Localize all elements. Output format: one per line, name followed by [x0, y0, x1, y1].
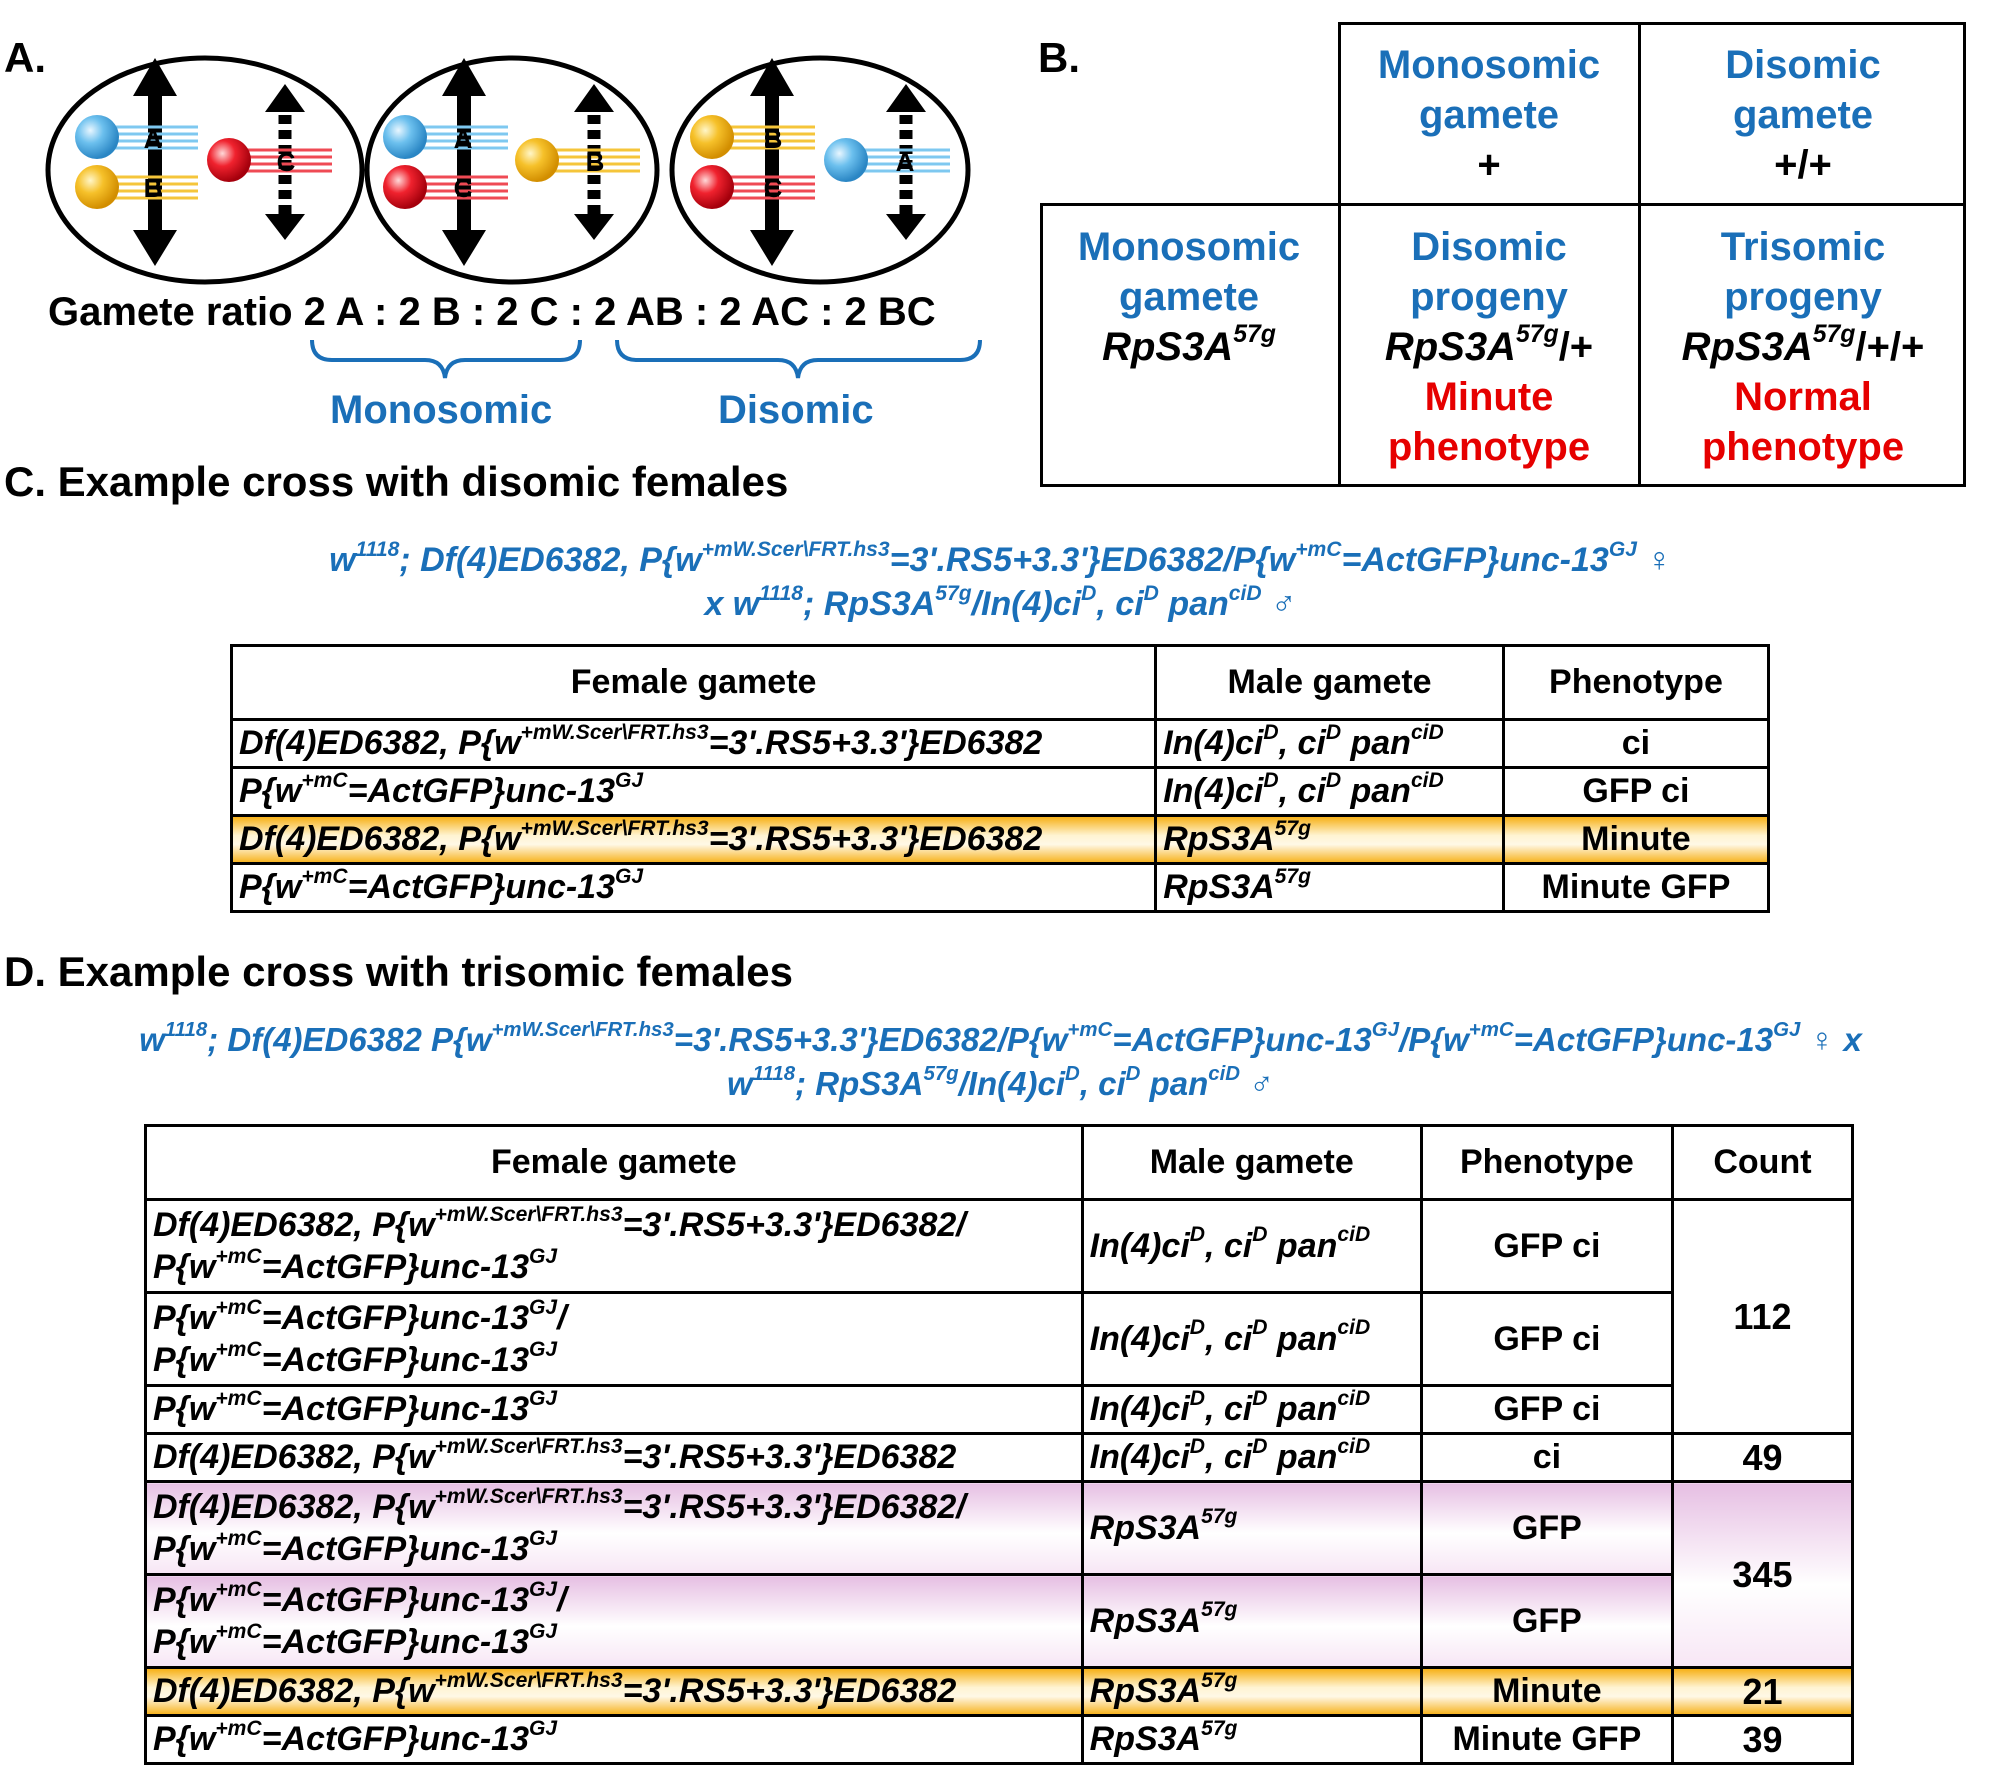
panel-b-col-disomic: [1640, 40, 1966, 190]
header-male-gamete: Male gamete: [1156, 646, 1504, 720]
brace-disomic: [617, 340, 980, 378]
cross-line-1: $w^{1118}$; Df(4)ED6382, $P\{w^{+mW.Scer\backslash FRT.hs3}=3'.RS5+3.3'\}ED6382/P\{w^{+mC}=ActGFP\}unc-13^{GJ}$ ♀: [329, 537, 1672, 579]
phenotype-word: Minute: [1424, 375, 1554, 419]
female-gamete: Df(4)ED6382, $P\{w^{+mW.Scer\backslash FRT.hs3}=3'.RS5+3.3'\}ED6382$: [146, 1668, 1083, 1716]
phenotype: ci: [1503, 720, 1768, 768]
panel-d-cross: [0, 1018, 2001, 1106]
table-row: [146, 1200, 1853, 1293]
panel-a-diagram: [0, 0, 1010, 440]
table-row: [232, 720, 1769, 768]
table-row: [146, 1716, 1853, 1764]
female-gamete: $P\{w^{+mC}=ActGFP\}unc-13^{GJ}$: [146, 1716, 1083, 1764]
phenotype: GFP ci: [1421, 1293, 1672, 1386]
gamete-ratio-disomic: 2 AB : 2 AC : 2 BC: [594, 290, 936, 334]
header-count: Count: [1672, 1126, 1852, 1200]
phenotype: Minute GFP: [1503, 864, 1768, 912]
gamete-ratio: [48, 290, 936, 335]
chromosome-label: A: [143, 124, 163, 154]
cross-line-2: $w^{1118}$; $RpS3A^{57g}/In(4)ci^D$, $ci^D$ pan$^{ciD}$ ♂: [727, 1061, 1274, 1102]
female-gamete: $P\{w^{+mC}=ActGFP\}unc-13^{GJ}/$ $P\{w^{+mC}=ActGFP\}unc-13^{GJ}$: [146, 1575, 1083, 1668]
cross-line-1: $w^{1118}$; Df(4)ED6382 $P\{w^{+mW.Scer\backslash FRT.hs3}=3'.RS5+3.3'\}ED6382/P\{w^{+mC}=ActGFP\}unc-13^{GJ}/P\{w^{+mC}=ActGFP\}unc-13^{GJ}$ ♀ x: [139, 1017, 1862, 1058]
male-gamete: $In(4)ci^D$, $ci^D$ pan$^{ciD}$: [1082, 1434, 1421, 1482]
gamete-cell-3: [672, 58, 968, 282]
phenotype: GFP ci: [1503, 768, 1768, 816]
phenotype: Minute: [1503, 816, 1768, 864]
table-row: [232, 768, 1769, 816]
table-row: [146, 1434, 1853, 1482]
cell-line: Trisomic: [1720, 225, 1886, 269]
female-gamete: Df(4)ED6382, $P\{w^{+mW.Scer\backslash FRT.hs3}=3'.RS5+3.3'\}ED6382$: [232, 720, 1156, 768]
col-genotype: +/+: [1774, 143, 1832, 187]
chromosome-label: B: [763, 124, 783, 154]
table-row-highlighted: [146, 1575, 1853, 1668]
panel-b-cell-trisomic-progeny: [1640, 222, 1966, 472]
male-gamete: $In(4)ci^D$, $ci^D$ pan$^{ciD}$: [1156, 720, 1504, 768]
panel-d-table: [144, 1124, 1854, 1765]
chromosome-label: A: [895, 147, 915, 177]
allele: 57g: [1233, 320, 1276, 348]
gene: RpS3A: [1384, 325, 1516, 369]
table-row-highlighted: [146, 1668, 1853, 1716]
phenotype: GFP ci: [1421, 1386, 1672, 1434]
chromosome-label: C: [453, 173, 473, 203]
count: 49: [1672, 1434, 1852, 1482]
cross-line-2: x $w^{1118}$; $RpS3A^{57g}/In(4)ci^D$, $ci^D$ pan$^{ciD}$ ♂: [704, 581, 1297, 623]
male-gamete: $In(4)ci^D$, $ci^D$ pan$^{ciD}$: [1082, 1386, 1421, 1434]
col-line: gamete: [1732, 93, 1874, 137]
female-gamete: $P\{w^{+mC}=ActGFP\}unc-13^{GJ}$: [146, 1386, 1083, 1434]
male-gamete: $In(4)ci^D$, $ci^D$ pan$^{ciD}$: [1082, 1200, 1421, 1293]
chromosome-label: B: [585, 147, 605, 177]
male-gamete: $RpS3A^{57g}$: [1082, 1482, 1421, 1575]
header-phenotype: Phenotype: [1421, 1126, 1672, 1200]
table-row-highlighted: [146, 1482, 1853, 1575]
allele: 57g: [1812, 320, 1856, 348]
male-gamete: $In(4)ci^D$, $ci^D$ pan$^{ciD}$: [1082, 1293, 1421, 1386]
phenotype: Minute GFP: [1421, 1716, 1672, 1764]
header-female-gamete: Female gamete: [232, 646, 1156, 720]
male-gamete: $In(4)ci^D$, $ci^D$ pan$^{ciD}$: [1156, 768, 1504, 816]
panel-c-cross: [0, 538, 2001, 626]
female-gamete: Df(4)ED6382, $P\{w^{+mW.Scer\backslash FRT.hs3}=3'.RS5+3.3'\}ED6382/$ $P\{w^{+mC}=ActGFP\}unc-13^{GJ}$: [146, 1200, 1083, 1293]
chromosome-label: A: [453, 124, 473, 154]
table-row: [232, 864, 1769, 912]
panel-a-label: A.: [4, 34, 46, 81]
gamete-ratio-monosomic: 2 A : 2 B : 2 C: [303, 290, 559, 334]
brace-monosomic-label: Monosomic: [330, 388, 553, 432]
gamete-cell-1: [48, 58, 362, 282]
brace-monosomic: [312, 340, 580, 378]
phenotype: GFP: [1421, 1575, 1672, 1668]
cell-line: progeny: [1724, 275, 1882, 319]
gene: RpS3A: [1681, 325, 1813, 369]
panel-c-title: C. Example cross with disomic females: [4, 458, 789, 505]
phenotype: GFP: [1421, 1482, 1672, 1575]
chromosome-label: C: [276, 147, 296, 177]
count: 21: [1672, 1668, 1852, 1716]
male-gamete: $RpS3A^{57g}$: [1156, 816, 1504, 864]
genotype-tail: /+: [1558, 325, 1594, 369]
count: 112: [1672, 1200, 1852, 1434]
col-line: gamete: [1418, 93, 1560, 137]
cell-line: Disomic: [1411, 225, 1567, 269]
allele: 57g: [1515, 320, 1559, 348]
panel-b-col-monosomic: [1340, 40, 1638, 190]
col-genotype: +: [1477, 143, 1501, 187]
female-gamete: Df(4)ED6382, $P\{w^{+mW.Scer\backslash FRT.hs3}=3'.RS5+3.3'\}ED6382$: [232, 816, 1156, 864]
gamete-ratio-prefix: Gamete ratio: [48, 290, 293, 334]
panel-b-row-monosomic: [1040, 222, 1338, 372]
panel-b-cell-disomic-progeny: [1340, 222, 1638, 472]
male-gamete: $RpS3A^{57g}$: [1082, 1716, 1421, 1764]
panel-c-table: [230, 644, 1770, 913]
table-row-highlighted: [232, 816, 1769, 864]
brace-disomic-label: Disomic: [718, 388, 874, 432]
count: 39: [1672, 1716, 1852, 1764]
cell-genotype: [1340, 322, 1638, 372]
header-male-gamete: Male gamete: [1082, 1126, 1421, 1200]
chromosome-label: B: [143, 173, 163, 203]
table-row: [146, 1386, 1853, 1434]
female-gamete: Df(4)ED6382, $P\{w^{+mW.Scer\backslash FRT.hs3}=3'.RS5+3.3'\}ED6382$: [146, 1434, 1083, 1482]
cell-line: progeny: [1410, 275, 1568, 319]
row-line: Monosomic: [1077, 225, 1301, 269]
phenotype-word: Normal: [1734, 375, 1872, 419]
female-gamete: Df(4)ED6382, $P\{w^{+mW.Scer\backslash FRT.hs3}=3'.RS5+3.3'\}ED6382/$ $P\{w^{+mC}=ActGFP\}unc-13^{GJ}$: [146, 1482, 1083, 1575]
header-phenotype: Phenotype: [1503, 646, 1768, 720]
panel-b-label: B.: [1038, 34, 1080, 81]
col-line: Disomic: [1725, 43, 1881, 87]
cell-genotype: [1640, 322, 1966, 372]
gamete-ratio-separator: :: [569, 290, 583, 334]
gene: RpS3A: [1102, 325, 1234, 369]
phenotype: GFP ci: [1421, 1200, 1672, 1293]
male-gamete: $RpS3A^{57g}$: [1082, 1575, 1421, 1668]
genotype-tail: /+/+: [1855, 325, 1925, 369]
chromosome-label: C: [763, 173, 783, 203]
phenotype: Minute: [1421, 1668, 1672, 1716]
row-genotype: [1040, 322, 1338, 372]
count: 345: [1672, 1482, 1852, 1668]
phenotype: ci: [1421, 1434, 1672, 1482]
gamete-cell-2: [367, 58, 657, 282]
phenotype-word: phenotype: [1387, 425, 1591, 469]
female-gamete: $P\{w^{+mC}=ActGFP\}unc-13^{GJ}$: [232, 768, 1156, 816]
panel-d-title: D. Example cross with trisomic females: [4, 948, 793, 995]
female-gamete: $P\{w^{+mC}=ActGFP\}unc-13^{GJ}/$ $P\{w^{+mC}=ActGFP\}unc-13^{GJ}$: [146, 1293, 1083, 1386]
female-gamete: $P\{w^{+mC}=ActGFP\}unc-13^{GJ}$: [232, 864, 1156, 912]
phenotype-word: phenotype: [1701, 425, 1905, 469]
table-row: [146, 1293, 1853, 1386]
male-gamete: $RpS3A^{57g}$: [1156, 864, 1504, 912]
male-gamete: $RpS3A^{57g}$: [1082, 1668, 1421, 1716]
row-line: gamete: [1118, 275, 1260, 319]
header-female-gamete: Female gamete: [146, 1126, 1083, 1200]
col-line: Monosomic: [1377, 43, 1601, 87]
